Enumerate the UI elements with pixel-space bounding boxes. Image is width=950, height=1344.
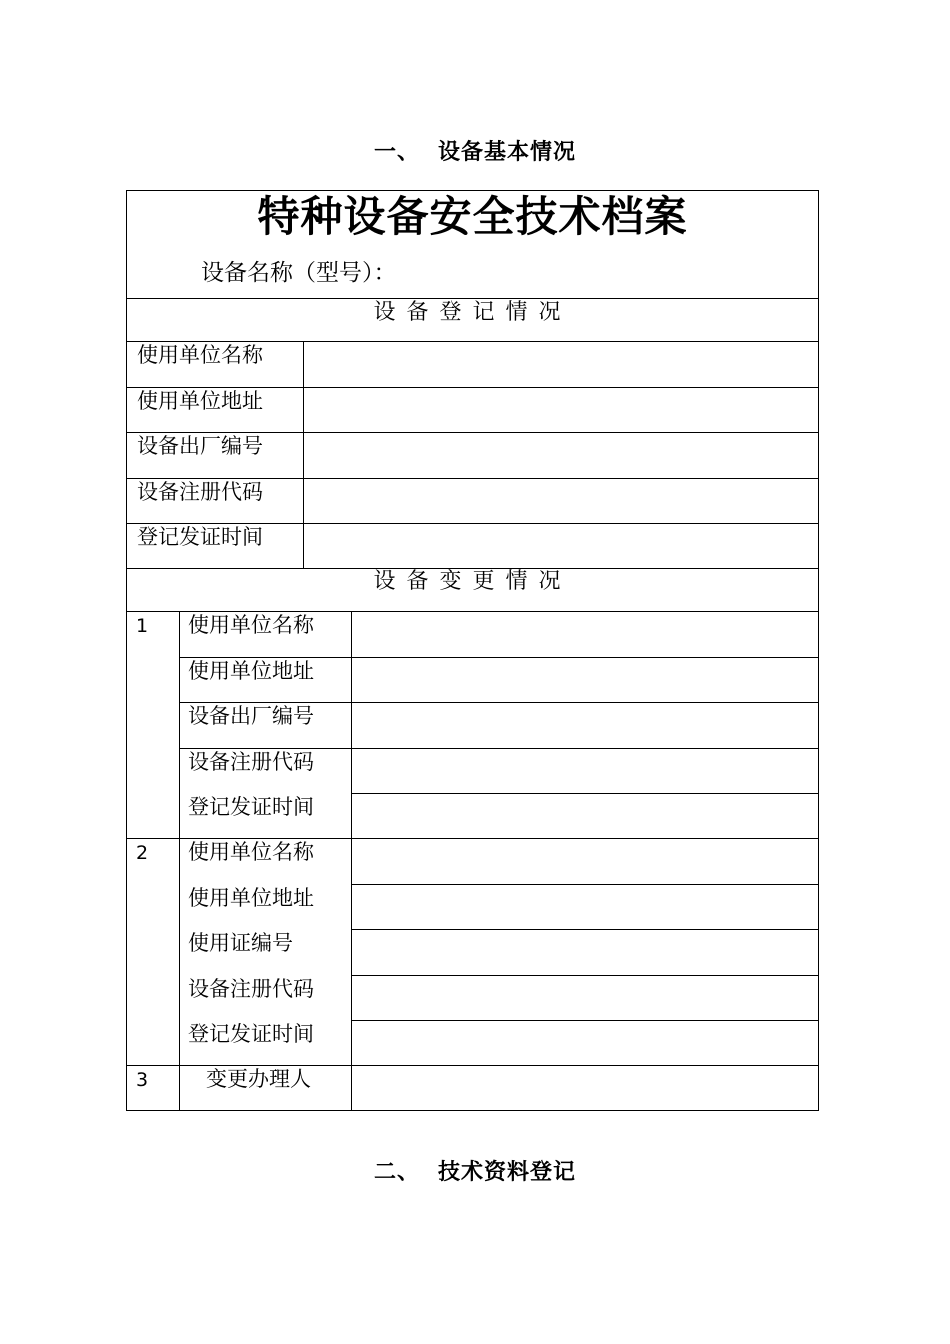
change-row-label: 设备出厂编号	[188, 704, 314, 728]
change-row-label: 使用证编号	[188, 931, 293, 955]
section-title: 技术资料登记	[438, 1160, 577, 1185]
change-row-label: 登记发证时间	[188, 1022, 314, 1046]
section-heading-basic-info	[0, 135, 950, 166]
change-row-label: 使用单位名称	[188, 840, 314, 864]
change-row-label: 使用单位地址	[188, 659, 314, 683]
section-number: 一、	[373, 140, 420, 165]
handler-label: 变更办理人	[206, 1067, 311, 1091]
registration-heading: 设备登记情况	[373, 300, 572, 325]
section-heading-tech-docs	[0, 1155, 950, 1186]
change-group-index: 2	[136, 842, 149, 864]
change-row-label: 设备注册代码	[188, 750, 314, 774]
change-row-label: 使用单位名称	[188, 613, 314, 637]
equipment-archive-form	[126, 190, 819, 1111]
change-row-label: 设备注册代码	[188, 977, 314, 1001]
section-number: 二、	[373, 1160, 420, 1185]
reg-row-label: 登记发证时间	[137, 525, 263, 549]
changes-heading: 设备变更情况	[373, 569, 572, 594]
change-row-label: 登记发证时间	[188, 795, 314, 819]
device-name-label: 设备名称（型号）：	[201, 260, 397, 286]
handler-index: 3	[136, 1069, 149, 1091]
section-title: 设备基本情况	[438, 140, 577, 165]
reg-row-label: 设备注册代码	[137, 480, 263, 504]
reg-row-label: 使用单位名称	[137, 343, 263, 367]
reg-row-label: 使用单位地址	[137, 389, 263, 413]
form-title: 特种设备安全技术档案	[257, 192, 688, 241]
change-group-index: 1	[136, 615, 149, 637]
change-row-label: 使用单位地址	[188, 886, 314, 910]
reg-row-label: 设备出厂编号	[137, 434, 263, 458]
